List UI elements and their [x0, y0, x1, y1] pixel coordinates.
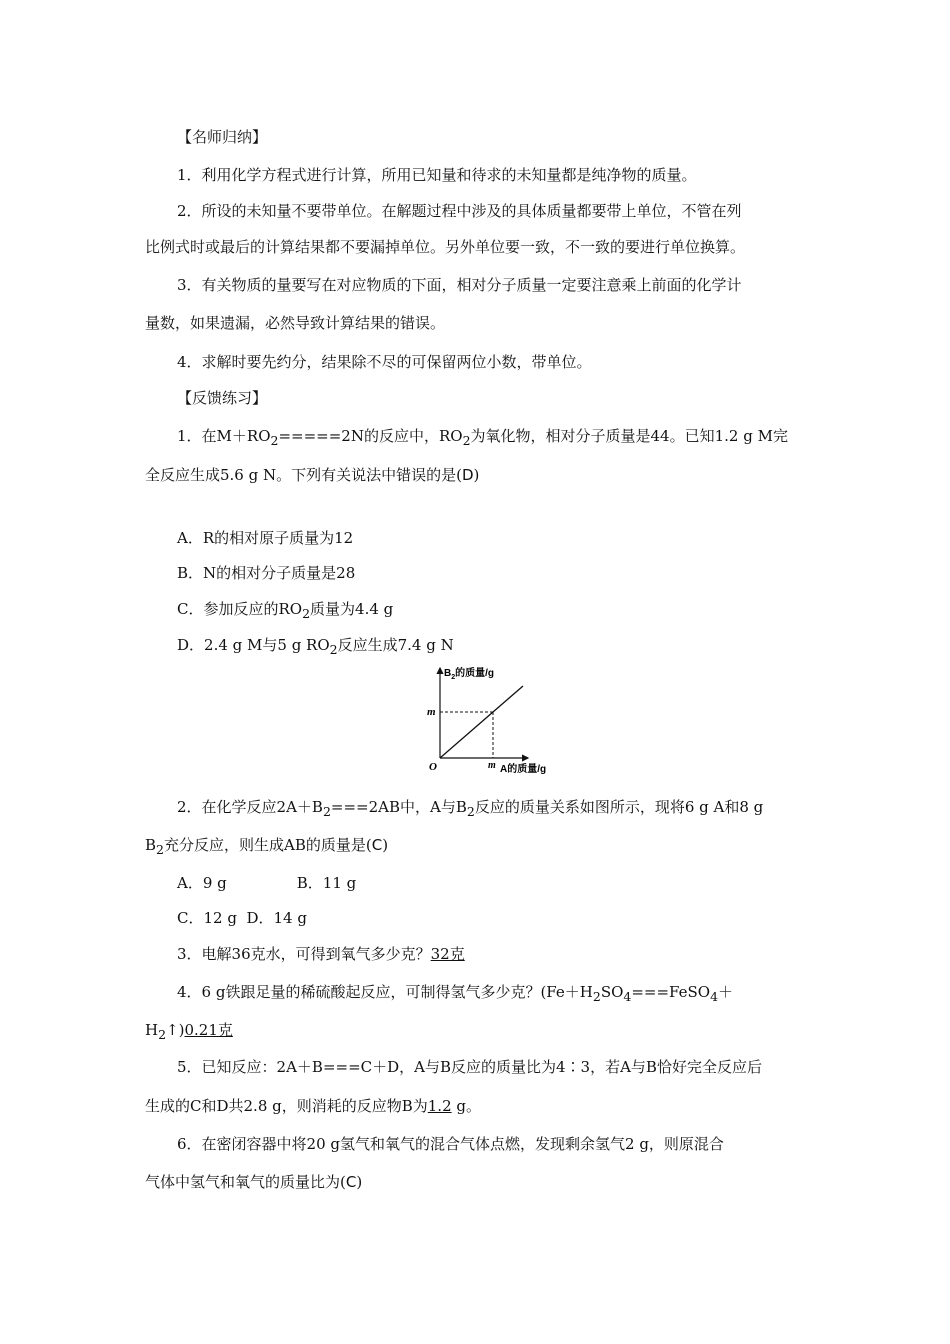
q2-text-e: 充分反应，则生成AB的质量是( [163, 836, 372, 854]
q4-line2 [145, 1020, 233, 1045]
q1-option-c-a: C．参加反应的RO [177, 600, 303, 618]
q1-option-c [177, 599, 393, 624]
summary-item-2: 2．所设的未知量不要带单位。在解题过程中涉及的具体质量都要带上单位，不管在列 [177, 202, 742, 220]
q6-close: ) [356, 1173, 363, 1191]
q1-option-b: B．N的相对分子质量是28 [177, 564, 356, 582]
summary-item-3: 3．有关物质的量要写在对应物质的下面，相对分子质量一定要注意乘上前面的化学计 [177, 276, 742, 294]
q1-option-c-b: 质量为4.4 g [310, 600, 394, 618]
q2-sub-1: 2 [322, 804, 331, 819]
q1-text-c: 为氧化物，相对分子质量是44。已知1.2 g M完 [470, 427, 788, 445]
q1-line2 [145, 465, 479, 485]
q1-answer: D [461, 466, 474, 484]
summary-heading: 【名师归纳】 [177, 128, 268, 146]
q6-line1: 6．在密闭容器中将20 g氢气和氧气的混合气体点燃，发现剩余氢气2 g，则原混合 [177, 1135, 724, 1153]
q6-text: 气体中氢气和氧气的质量比为( [145, 1173, 346, 1191]
q4-text-f: ↑) [166, 1021, 185, 1039]
q1-text-a: 1．在M＋RO [177, 427, 271, 445]
origin-label: O [429, 761, 437, 773]
y-axis-label: $B_2$的质量/g [444, 668, 495, 681]
summary-item-2-cont: 比例式时或最后的计算结果都不要漏掉单位。另外单位要一致，不一致的要进行单位换算。 [145, 238, 746, 256]
q2-line2 [145, 835, 388, 860]
q2-options-ab [177, 873, 356, 893]
q4-sub-3: 4 [710, 989, 719, 1004]
summary-item-3-cont: 量数，如果遗漏，必然导致计算结果的错误。 [145, 314, 446, 332]
q1-sub-2: 2 [462, 433, 471, 448]
q1-line1 [177, 426, 788, 451]
summary-item-4: 4．求解时要先约分，结果除不尽的可保留两位小数，带单位。 [177, 353, 592, 371]
q2-sub-3: 2 [156, 842, 164, 857]
q5-line2 [145, 1096, 481, 1116]
q3-answer: 32克 [430, 945, 465, 963]
q5-unit: g。 [456, 1097, 482, 1115]
q4-text-c: ===FeSO [631, 983, 711, 1001]
q1-option-d [177, 635, 454, 660]
q4-text-b: SO [600, 983, 624, 1001]
q5-text: 生成的C和D共2.8 g，则消耗的反应物B为 [145, 1097, 428, 1115]
q5-answer: 1.2 [427, 1097, 452, 1115]
q1-sub-1: 2 [270, 433, 279, 448]
q4-sub-4: 2 [158, 1027, 167, 1042]
q2-close: ) [382, 836, 389, 854]
q1-text-d: 全反应生成5.6 g N。下列有关说法中错误的是( [145, 466, 462, 484]
x-mark-m: m [488, 760, 496, 771]
q6-answer: C [345, 1173, 357, 1191]
q1-text-b: =====2N的反应中，RO [278, 427, 463, 445]
q6-line2 [145, 1172, 362, 1192]
q1-option-d-sub: 2 [329, 642, 338, 657]
q4-line1 [177, 982, 733, 1007]
q2-option-d: D．14 g [246, 909, 307, 927]
q1-option-c-sub: 2 [302, 606, 311, 621]
q2-text-d: B [145, 836, 157, 854]
q2-line1 [177, 797, 763, 822]
mass-relation-graph [420, 662, 570, 778]
q4-text-e: H [145, 1021, 159, 1039]
practice-heading: 【反馈练习】 [177, 389, 268, 407]
q2-answer: C [371, 836, 383, 854]
q2-text-a: 2．在化学反应2A＋B [177, 798, 323, 816]
proportional-line [440, 686, 523, 758]
q5-line1: 5．已知反应：2A＋B===C＋D，A与B反应的质量比为4∶3，若A与B恰好完全反应后 [177, 1058, 762, 1076]
q4-sub-1: 2 [592, 989, 601, 1004]
q2-sub-2: 2 [466, 804, 475, 819]
q4-text-d: ＋ [718, 983, 734, 1001]
q2-options-cd [177, 908, 307, 928]
q3-text: 3．电解36克水，可得到氧气多少克？ [177, 945, 431, 963]
q1-option-d-a: D．2.4 g M与5 g RO [177, 636, 330, 654]
q1-close: ) [473, 466, 480, 484]
x-axis-label: A的质量/g [500, 764, 547, 775]
q1-option-d-b: 反应生成7.4 g N [337, 636, 454, 654]
q3-line [177, 944, 465, 964]
q2-option-c: C．12 g [177, 909, 237, 927]
q4-sub-2: 4 [623, 989, 632, 1004]
q4-answer: 0.21克 [184, 1021, 233, 1039]
q2-text-b: ===2AB中，A与B [330, 798, 467, 816]
q1-option-a: A．R的相对原子质量为12 [177, 529, 354, 547]
q2-option-b: B．11 g [296, 874, 357, 892]
y-mark-m: m [427, 706, 436, 718]
q4-text-a: 4．6 g铁跟足量的稀硫酸起反应，可制得氢气多少克？(Fe＋H [177, 983, 593, 1001]
q2-text-c: 反应的质量关系如图所示，现将6 g A和8 g [474, 798, 764, 816]
q2-option-a: A．9 g [177, 874, 227, 892]
summary-item-1: 1．利用化学方程式进行计算，所用已知量和待求的未知量都是纯净物的质量。 [177, 166, 697, 184]
